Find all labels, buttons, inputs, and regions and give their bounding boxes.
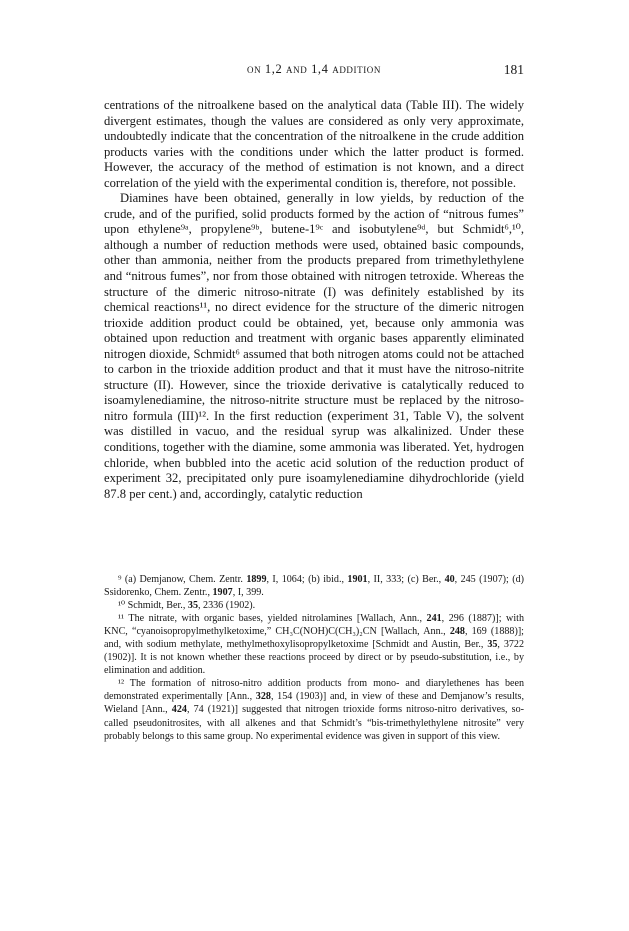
- footnote-text: , I, 399.: [232, 587, 264, 599]
- running-head: on 1,2 and 1,4 addition: [246, 62, 382, 76]
- footnote-volume: 40: [444, 574, 455, 585]
- footnote-text: ¹¹ The nitrate, with organic bases, yielded nitrolamines [Wallach, Ann.,: [118, 613, 427, 625]
- footnote-text: , I, 1064; (b) ibid.,: [266, 574, 348, 585]
- footnote-text: , 74 (1921)] suggested that nitrogen trioxide forms nitroso-nitro derivatives, so-called pseudonitrosites, with all alkenes and that Schmidt’s “bis-trimethylethylene nitrosite” very probably belongs to this same group. No experimental evidence was given in support of this view.: [104, 704, 525, 742]
- footnote-text: , 245 (1907); (d) Ssidorenko, Chem. Zentr.,: [104, 574, 524, 599]
- footnote-text: ¹² The formation of nitroso-nitro addition products from mono- and diarylethenes has been demonstrated experimentally [Ann.,: [104, 678, 524, 703]
- footnote-text: , II, 333; (c) Ber.,: [367, 574, 445, 585]
- footnote-volume: 35: [487, 639, 498, 651]
- footnote-year: 1907: [212, 587, 233, 599]
- page-number: 181: [503, 62, 524, 77]
- footnotes: [104, 573, 524, 743]
- footnote-volume: 248: [449, 626, 465, 638]
- footnote-year: 1901: [347, 574, 368, 585]
- footnote-volume: 424: [171, 704, 187, 716]
- body-text: [104, 98, 524, 502]
- footnote-volume: 241: [426, 613, 442, 625]
- footnote-text: , 2336 (1902).: [197, 600, 256, 612]
- footnote-10: [104, 599, 524, 612]
- paragraph: centrations of the nitroalkene based on the analytical data (Table III). The widely divergent estimates, though the values are considered as only very approximate, undoubtedly indicate that the concentration of the nitroalkene in the crude addition products varies with the conditions under which the latter product is formed. However, the accuracy of the method of estimation is not known, and a direct correlation of the yield with the experimental condition is, therefore, not possible.: [104, 98, 524, 190]
- footnote-11: [104, 612, 524, 677]
- footnote-12: [104, 677, 524, 742]
- paragraph: Diamines have been obtained, generally in low yields, by reduction of the crude, and of the purified, solid products formed by the action of “nitrous fumes” upon ethylene⁹ᵃ, propylene⁹ᵇ, butene-1⁹ᶜ and isobutylene⁹ᵈ, but Schmidt⁶,¹⁰, although a number of reduction methods were used, obtained basic compounds, other than ammonia, neither from the products prepared from trimethylethylene and “nitrous fumes”, nor from those obtained with nitrogen tetroxide. Whereas the structure of the dimeric nitroso-nitrate (I) was definitely established by its chemical reactions¹¹, no direct evidence for the structure of the dimeric nitrogen trioxide addition product could be obtained, yet, because only ammonia was obtained upon reduction and treatment with organic bases apparently eliminated nitrogen dioxide, Schmidt⁶ assumed that both nitrogen atoms could not be attached to carbon in the trioxide addition product and that it must have the nitroso-nitrite structure (II). However, since the trioxide derivative is catalytically reduced to isoamylenediamine, the nitroso-nitrite structure must be replaced by the nitroso-nitro formula (III)¹². In the first reduction (experiment 31, Table V), the solvent was distilled in vacuo, and the residual syrup was alkalinized. Under these conditions, together with the diamine, some ammonia was liberated. Yet, hydrogen chloride, when bubbled into the acetic acid solution of the reduction product of experiment 32, precipitated only pure isoamylenediamine dihydrochloride (yield 87.8 per cent.) and, accordingly, catalytic reduction: [104, 191, 524, 501]
- footnote-text: , 296 (1887)]; with KNC, “cyanoisopropylmethylketoxime,” CH₃C(NOH)C(CH₃)₂CN [Wallach, Ann.,: [104, 613, 524, 638]
- footnote-year: 1899: [246, 574, 267, 585]
- footnote-text: , 154 (1903)] and, in view of these and Demjanow’s results, Wieland [Ann.,: [104, 691, 525, 716]
- footnote-text: , 3722 (1902)]. It is not known whether these reactions proceed by direct or by pseudo-substitution, i.e., by elimination and addition.: [104, 639, 525, 677]
- footnote-volume: 328: [255, 691, 271, 703]
- footnote-text: ⁹ (a) Demjanow, Chem. Zentr.: [118, 574, 247, 585]
- footnote-volume: 35: [187, 600, 198, 612]
- page-header: [104, 62, 524, 80]
- footnote-9: [104, 573, 524, 599]
- footnote-text: , 169 (1888)]; and, with sodium methylate, methylmethoxylisopropylketoxime [Schmidt and Austin, Ber.,: [104, 626, 524, 651]
- footnote-text: ¹⁰ Schmidt, Ber.,: [118, 600, 188, 612]
